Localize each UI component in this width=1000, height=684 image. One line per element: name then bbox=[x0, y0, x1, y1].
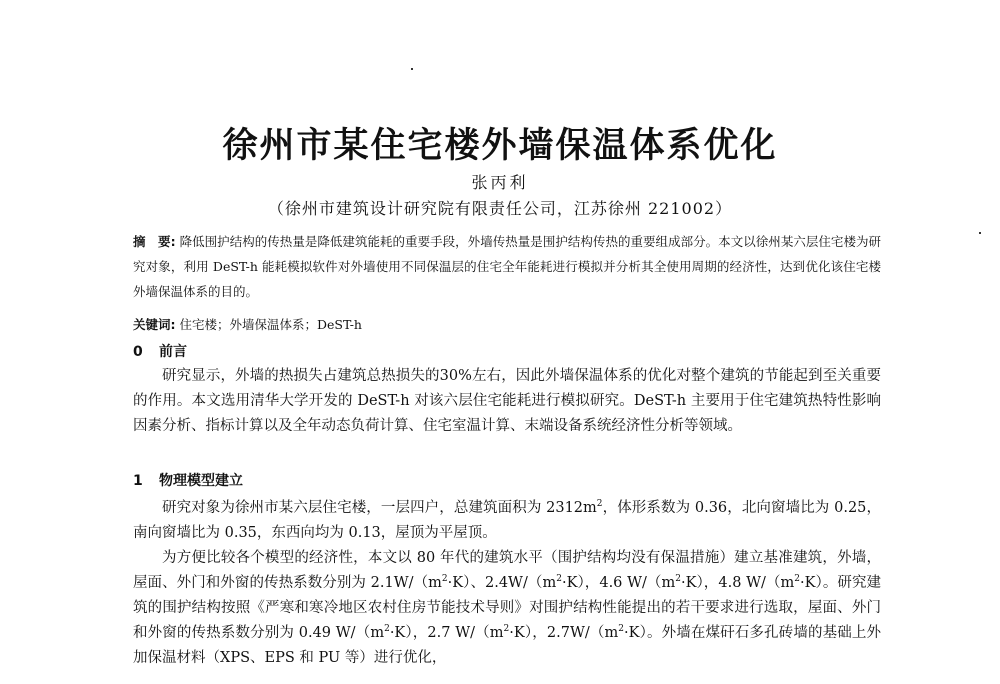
paragraph-text: ·K）。外墙在煤矸石多孔砖墙的基础上外加保温材料（XPS、EPS 和 PU 等）进行优化， bbox=[133, 625, 882, 666]
paragraph-text: ·K）、2.4W/（m bbox=[447, 575, 557, 591]
superscript: 2 bbox=[384, 624, 390, 635]
paragraph-text: ·K），2.7 W/（m bbox=[389, 625, 504, 641]
scan-speck bbox=[411, 68, 413, 70]
keywords bbox=[133, 315, 881, 335]
abstract bbox=[133, 229, 881, 304]
superscript: 2 bbox=[675, 574, 681, 585]
section-number: 0 bbox=[133, 344, 143, 360]
abstract-label: 摘 要: bbox=[133, 234, 176, 249]
superscript: 2 bbox=[556, 574, 562, 585]
section-title: 前言 bbox=[159, 344, 187, 360]
paper-author: 张丙利 bbox=[471, 173, 529, 192]
section-number: 1 bbox=[133, 473, 143, 489]
section-heading-1 bbox=[133, 470, 243, 490]
superscript: 2 bbox=[503, 624, 510, 635]
scan-speck bbox=[979, 232, 981, 234]
superscript: 2 bbox=[618, 624, 624, 635]
section-heading-0 bbox=[133, 341, 187, 361]
paragraph-text: ·K）。研究建筑的围护结构按照《严寒和寒冷地区农村住房节能技术导则》对围护结构性能提出的若干要求进行选取，屋面、外门和外窗的传热系数分别为 0.49 W/（m bbox=[133, 575, 881, 641]
paragraph-text: ·K），2.7W/（m bbox=[509, 625, 619, 641]
paper-title: 徐州市某住宅楼外墙保温体系优化 bbox=[222, 126, 778, 166]
section-0-paragraph: 研究显示，外墙的热损失占建筑总热损失的30%左右，因此外墙保温体系的优化对整个建筑的节能起到至关重要的作用。本文选用清华大学开发的 DeST-h 对该六层住宅能耗进行模拟研究。DeST-h 主要用于住宅建筑热特性影响因素分析、指标计算以及全年动态负荷计算、住宅室温计算、末端设备系统经济性分析等领域。 bbox=[133, 368, 881, 434]
keywords-label: 关键词: bbox=[133, 317, 176, 332]
superscript: 2 bbox=[596, 499, 603, 510]
paper-affiliation: （徐州市建筑设计研究院有限责任公司，江苏徐州 221002） bbox=[267, 199, 733, 218]
superscript: 2 bbox=[441, 574, 448, 585]
paragraph-text: 为方便比较各个模型的经济性，本文以 80 年代的建筑水平（围护结构均没有保温措施）建立基准建筑，外墙，屋面、外门和外窗的传热系数分别为 2.1W/（m bbox=[133, 550, 881, 591]
section-title: 物理模型建立 bbox=[159, 473, 243, 489]
abstract-text: 降低围护结构的传热量是降低建筑能耗的重要手段，外墙传热量是围护结构传热的重要组成部分。本文以徐州某六层住宅楼为研究对象，利用 DeST-h 能耗模拟软件对外墙使用不同保温层的住宅全年能耗进行模拟并分析其全使用周期的经济性，达到优化该住宅楼外墙保温体系的目的。 bbox=[133, 234, 881, 299]
paragraph-text: ，体形系数为 0.36，北向窗墙比为 0.25，南向窗墙比为 0.35，东西向均为 0.13，屋顶为平屋顶。 bbox=[133, 500, 881, 541]
paragraph-text: 研究对象为徐州市某六层住宅楼，一层四户，总建筑面积为 2312m bbox=[162, 500, 597, 516]
paragraph-text: ·K），4.8 W/（m bbox=[680, 575, 795, 591]
superscript: 2 bbox=[794, 574, 800, 585]
section-1-paragraph-2 bbox=[133, 546, 881, 671]
section-1-paragraph-1 bbox=[133, 496, 881, 546]
paragraph-text: ·K），4.6 W/（m bbox=[561, 575, 676, 591]
keywords-text: 住宅楼；外墙保温体系；DeST-h bbox=[179, 317, 362, 332]
